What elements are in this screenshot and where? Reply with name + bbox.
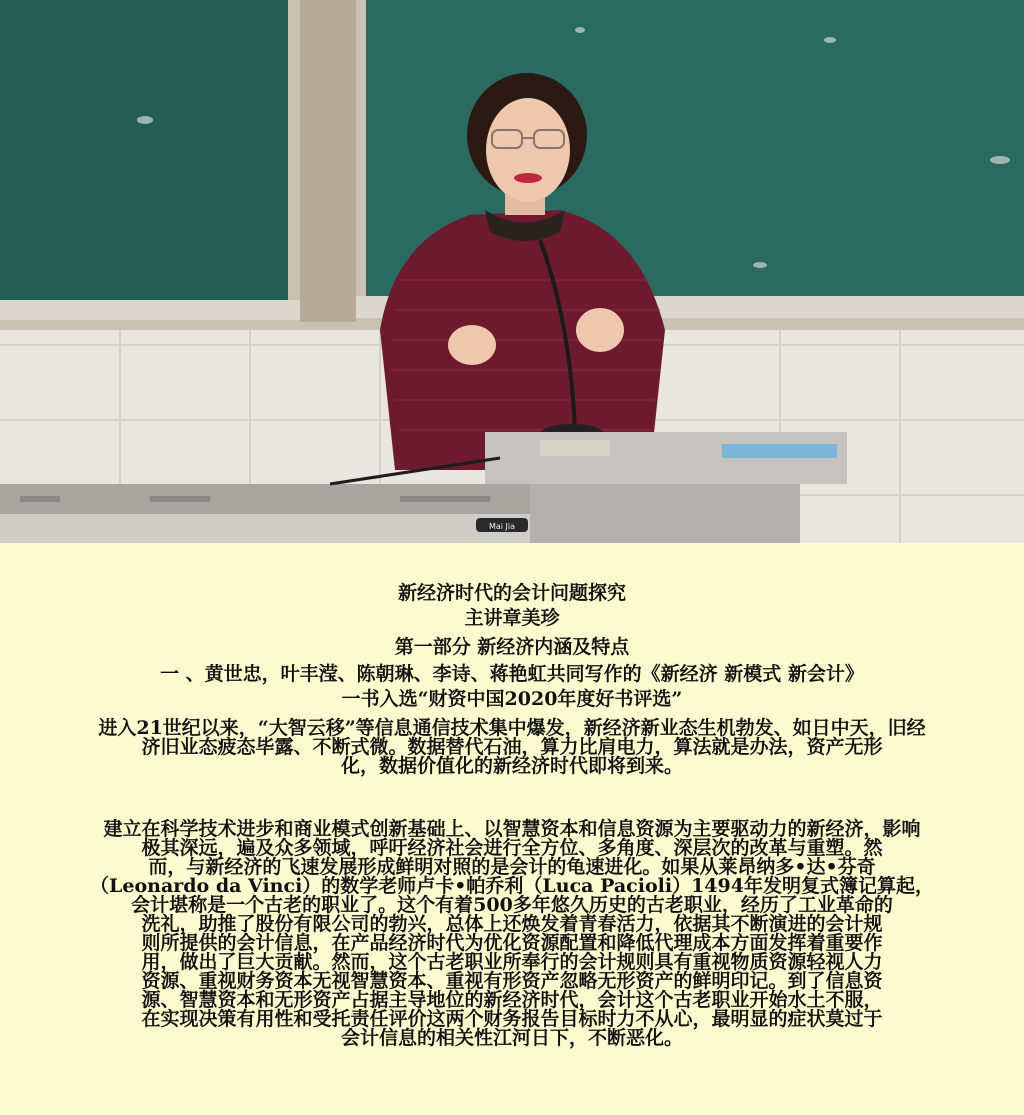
paragraph-1-line: 化，数据价值化的新经济时代即将到来。 [340, 755, 683, 777]
speaker-line: 主讲章美珍 [464, 607, 560, 629]
part-heading: 第一部分 新经济内涵及特点 [394, 636, 630, 658]
paragraph-2-line: 资源、重视财务资本无视智慧资本、重视有形资产忽略无形资产的鲜明印记。到了信息资 [141, 970, 883, 992]
paragraph-2-line: 而，与新经济的飞速发展形成鲜明对照的是会计的龟速进化。如果从莱昂纳多•达•芬奇 [148, 856, 876, 878]
paragraph-2-line: 则所提供的会计信息，在产品经济时代为优化资源配置和降低代理成本方面发挥着重要作 [141, 932, 883, 954]
lecture-photo [0, 0, 1024, 543]
paragraph-2-line: 会计信息的相关性江河日下，不断恶化。 [340, 1027, 683, 1049]
lecture-photo-illustration [0, 0, 1024, 543]
paragraph-2-line: 洗礼，助推了股份有限公司的勃兴，总体上还焕发着青春活力，依据其不断演进的会计规 [141, 913, 883, 935]
paragraph-1-line: 济旧业态疲态毕露、不断式微。数据替代石油，算力比肩电力，算法就是办法，资产无形 [141, 736, 883, 758]
paragraph-2-line: （Leonardo da Vinci）的数学老师卢卡•帕乔利（Luca Pacioli）1494年发明复式簿记算起， [90, 875, 934, 897]
paragraph-1-line: 进入21世纪以来，“大智云移”等信息通信技术集中爆发，新经济新业态生机勃发、如日中天，旧经 [98, 717, 926, 739]
section-line-1: 一 、黄世忠，叶丰滢、陈朝琳、李诗、蒋艳虹共同写作的《新经济 新模式 新会计》 [160, 663, 864, 685]
paragraph-2-line: 建立在科学技术进步和商业模式创新基础上、以智慧资本和信息资源为主要驱动力的新经济，影响 [103, 818, 921, 840]
paragraph-2-line: 源、智慧资本和无形资产占据主导地位的新经济时代，会计这个古老职业开始水土不服， [141, 989, 883, 1011]
paragraph-1 [8, 719, 1016, 776]
section-line-2: 一书入选“财资中国2020年度好书评选” [341, 688, 683, 710]
paragraph-2-line: 在实现决策有用性和受托责任评价这两个财务报告目标时力不从心，最明显的症状莫过于 [141, 1008, 883, 1030]
paragraph-2-line: 极其深远，遍及众多领域，呼吁经济社会进行全方位、多角度、深层次的改革与重塑。然 [141, 837, 883, 859]
document-title: 新经济时代的会计问题探究 [397, 582, 626, 604]
paragraph-2-line: 会计堪称是一个古老的职业了。这个有着500多年悠久历史的古老职业，经历了工业革命的 [131, 894, 893, 916]
lecture-text-panel [0, 543, 1024, 1115]
podium-brand-label: Mai Jia [488, 522, 516, 531]
paragraph-2 [8, 820, 1016, 1048]
paragraph-2-line: 用，做出了巨大贡献。然而，这个古老职业所奉行的会计规则具有重视物质资源轻视人力 [141, 951, 883, 973]
